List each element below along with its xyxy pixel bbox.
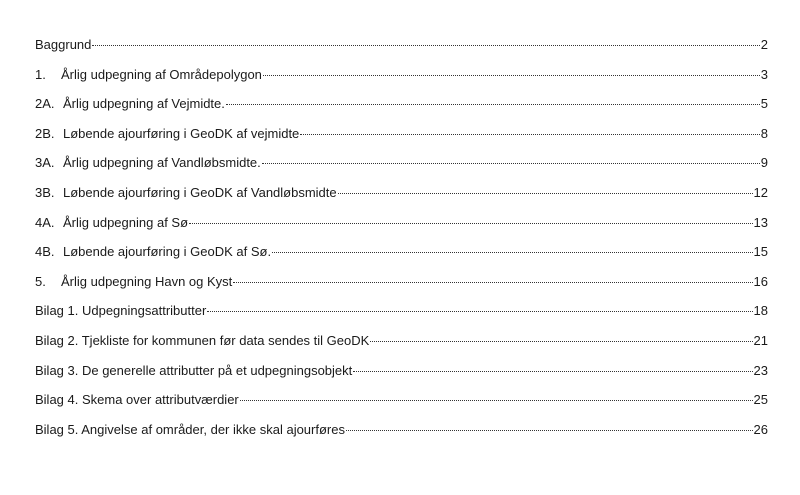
- toc-entry-page-number: 26: [753, 421, 768, 437]
- toc-entry-title: Årlig udpegning Havn og Kyst: [61, 273, 233, 289]
- toc-dot-leader: [263, 75, 760, 76]
- toc-dot-leader: [207, 311, 752, 312]
- toc-entry-title: Årlig udpegning af Vejmidte.: [63, 96, 225, 112]
- toc-entry-number: 3B.: [35, 184, 55, 200]
- toc-entry[interactable]: [35, 390, 768, 420]
- toc-entry-page-number: 8: [760, 125, 768, 141]
- toc-entry-title: Baggrund: [35, 37, 92, 52]
- toc-entry-number: 1.: [35, 66, 46, 82]
- toc-entry-number: 5.: [35, 273, 46, 289]
- toc-entry[interactable]: [35, 65, 768, 95]
- toc-entry[interactable]: [35, 301, 768, 331]
- toc-dot-leader: [262, 163, 760, 164]
- toc-entry-title: Årlig udpegning af Områdepolygon: [61, 66, 262, 82]
- toc-entry-title: Bilag 4. Skema over attributværdier: [35, 392, 239, 408]
- toc-entry-title: Løbende ajourføring i GeoDK af vejmidte: [63, 125, 300, 141]
- toc-dot-leader: [300, 134, 759, 135]
- toc-dot-leader: [353, 371, 752, 372]
- toc-entry-page-number: 21: [753, 332, 768, 348]
- toc-entry[interactable]: [35, 213, 768, 243]
- toc-entry-title: Bilag 2. Tjekliste for kommunen før data sendes til GeoDK: [35, 332, 370, 348]
- toc-entry-page-number: 3: [760, 66, 768, 82]
- toc-entry-number: 3A.: [35, 155, 55, 171]
- toc-entry-page-number: 16: [753, 273, 768, 289]
- toc-dot-leader: [272, 252, 752, 253]
- toc-entry-page-number: 25: [753, 392, 768, 408]
- toc-entry-title: Bilag 3. De generelle attributter på et udpegningsobjekt: [35, 362, 353, 378]
- toc-entry[interactable]: [35, 35, 768, 65]
- toc-entry-page-number: 18: [753, 303, 768, 319]
- toc-entry[interactable]: [35, 242, 768, 272]
- toc-dot-leader: [92, 45, 759, 46]
- toc-entry-page-number: 2: [760, 37, 768, 52]
- toc-entry[interactable]: [35, 124, 768, 154]
- toc-entry[interactable]: [35, 331, 768, 361]
- toc-entry-number: 2A.: [35, 96, 55, 112]
- toc-entry-page-number: 12: [753, 184, 768, 200]
- toc-dot-leader: [226, 104, 760, 105]
- toc-dot-leader: [346, 430, 753, 431]
- toc-entry-title: Løbende ajourføring i GeoDK af Vandløbsmidte: [63, 184, 337, 200]
- toc-entry-page-number: 15: [753, 244, 768, 260]
- toc-entry-number: 4B.: [35, 244, 55, 260]
- toc-entry-number: 2B.: [35, 125, 55, 141]
- toc-entry-title: Bilag 5. Angivelse af områder, der ikke skal ajourføres: [35, 421, 345, 437]
- toc-entry-title: Årlig udpegning af Vandløbsmidte.: [63, 155, 261, 171]
- toc-entry[interactable]: [35, 94, 768, 124]
- toc-entry-title: Bilag 1. Udpegningsattributter: [35, 303, 207, 319]
- toc-entry-page-number: 13: [753, 214, 768, 230]
- toc-entry[interactable]: [35, 272, 768, 302]
- toc-dot-leader: [189, 223, 753, 224]
- toc-entry-page-number: 23: [753, 362, 768, 378]
- toc-entry-title: Løbende ajourføring i GeoDK af Sø.: [63, 244, 272, 260]
- toc-entry[interactable]: [35, 420, 768, 450]
- toc-entry[interactable]: [35, 361, 768, 391]
- toc-entry-title: Årlig udpegning af Sø: [63, 214, 189, 230]
- toc-dot-leader: [233, 282, 752, 283]
- toc-entry[interactable]: [35, 183, 768, 213]
- toc-entry-page-number: 9: [760, 155, 768, 171]
- toc-dot-leader: [370, 341, 752, 342]
- toc-entry[interactable]: [35, 153, 768, 183]
- table-of-contents: [35, 35, 768, 449]
- toc-dot-leader: [240, 400, 753, 401]
- toc-dot-leader: [338, 193, 753, 194]
- toc-entry-page-number: 5: [760, 96, 768, 112]
- toc-entry-number: 4A.: [35, 214, 55, 230]
